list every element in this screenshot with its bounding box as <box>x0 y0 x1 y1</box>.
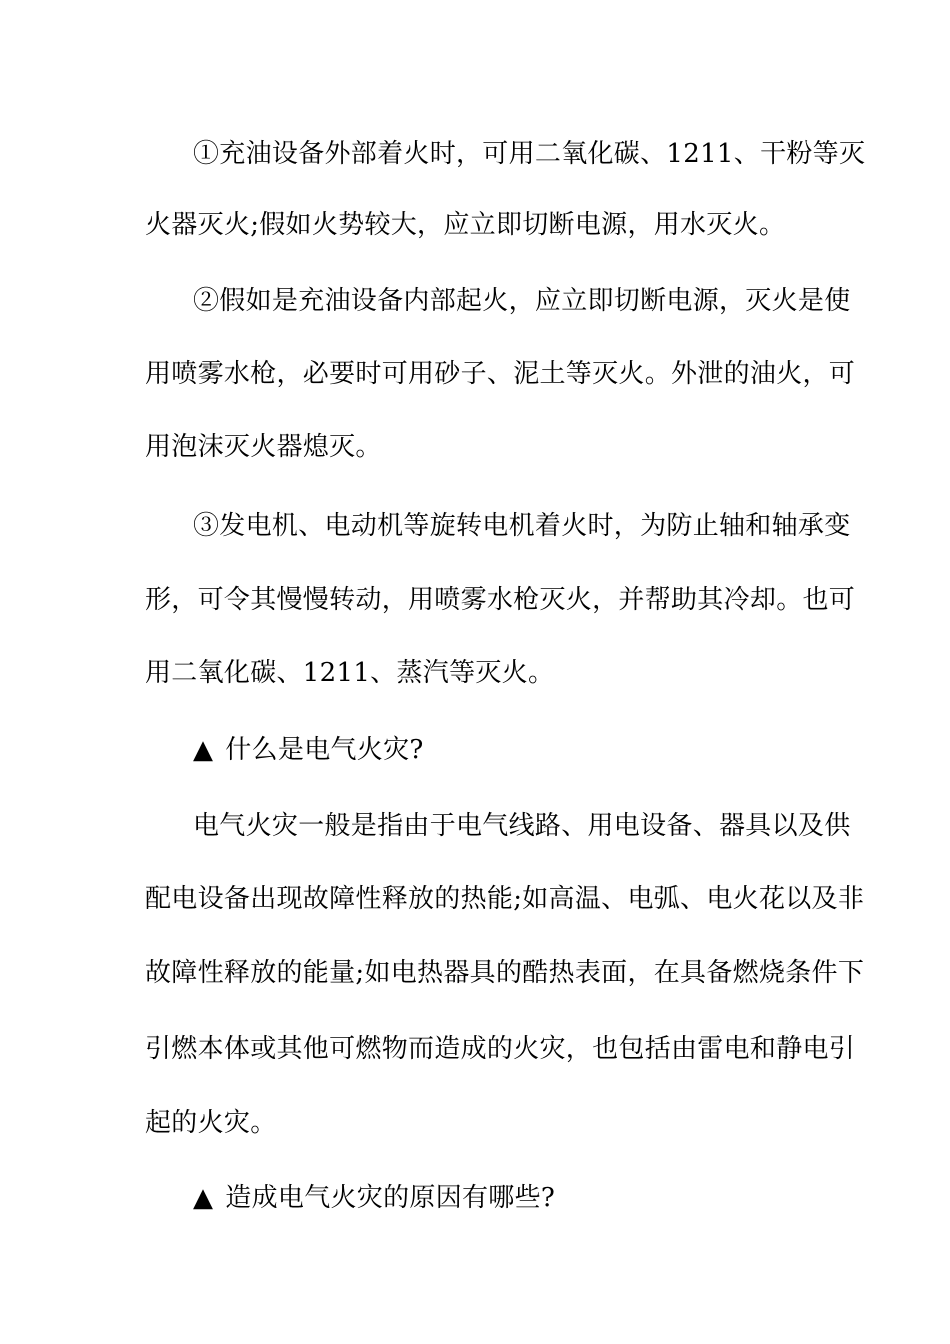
paragraph-line: 故障性释放的能量;如电热器具的酷热表面，在具备燃烧条件下 <box>145 958 865 988</box>
paragraph-line: 火器灭火;假如火势较大，应立即切断电源，用水灭火。 <box>145 210 786 240</box>
section-heading <box>193 735 863 765</box>
paragraph-line: 引燃本体或其他可燃物而造成的火灾，也包括由雷电和静电引 <box>145 1034 856 1064</box>
paragraph-line: 起的火灾。 <box>145 1108 277 1138</box>
paragraph-line: 用喷雾水枪，必要时可用砂子、泥土等灭火。外泄的油火，可 <box>145 359 856 389</box>
paragraph-line: 电气火灾一般是指由于电气线路、用电设备、器具以及供 <box>193 811 851 841</box>
triangle-bullet-icon: ▲ <box>193 1183 214 1213</box>
paragraph-line: 配电设备出现故障性释放的热能;如高温、电弧、电火花以及非 <box>145 884 865 914</box>
paragraph-line: 形，可令其慢慢转动，用喷雾水枪灭火，并帮助其冷却。也可 <box>145 585 856 615</box>
heading-text: 什么是电气火灾? <box>225 735 424 765</box>
paragraph-line: ①充油设备外部着火时，可用二氧化碳、1211、干粉等灭 <box>193 139 866 169</box>
paragraph-line: 用泡沫灭火器熄灭。 <box>145 432 382 462</box>
heading-text: 造成电气火灾的原因有哪些? <box>225 1183 556 1213</box>
paragraph-line: ③发电机、电动机等旋转电机着火时，为防止轴和轴承变 <box>193 511 851 541</box>
section-heading <box>193 1183 863 1213</box>
paragraph-line: 用二氧化碳、1211、蒸汽等灭火。 <box>145 658 555 688</box>
paragraph-line: ②假如是充油设备内部起火，应立即切断电源，灭火是使 <box>193 286 851 316</box>
triangle-bullet-icon: ▲ <box>193 735 214 765</box>
